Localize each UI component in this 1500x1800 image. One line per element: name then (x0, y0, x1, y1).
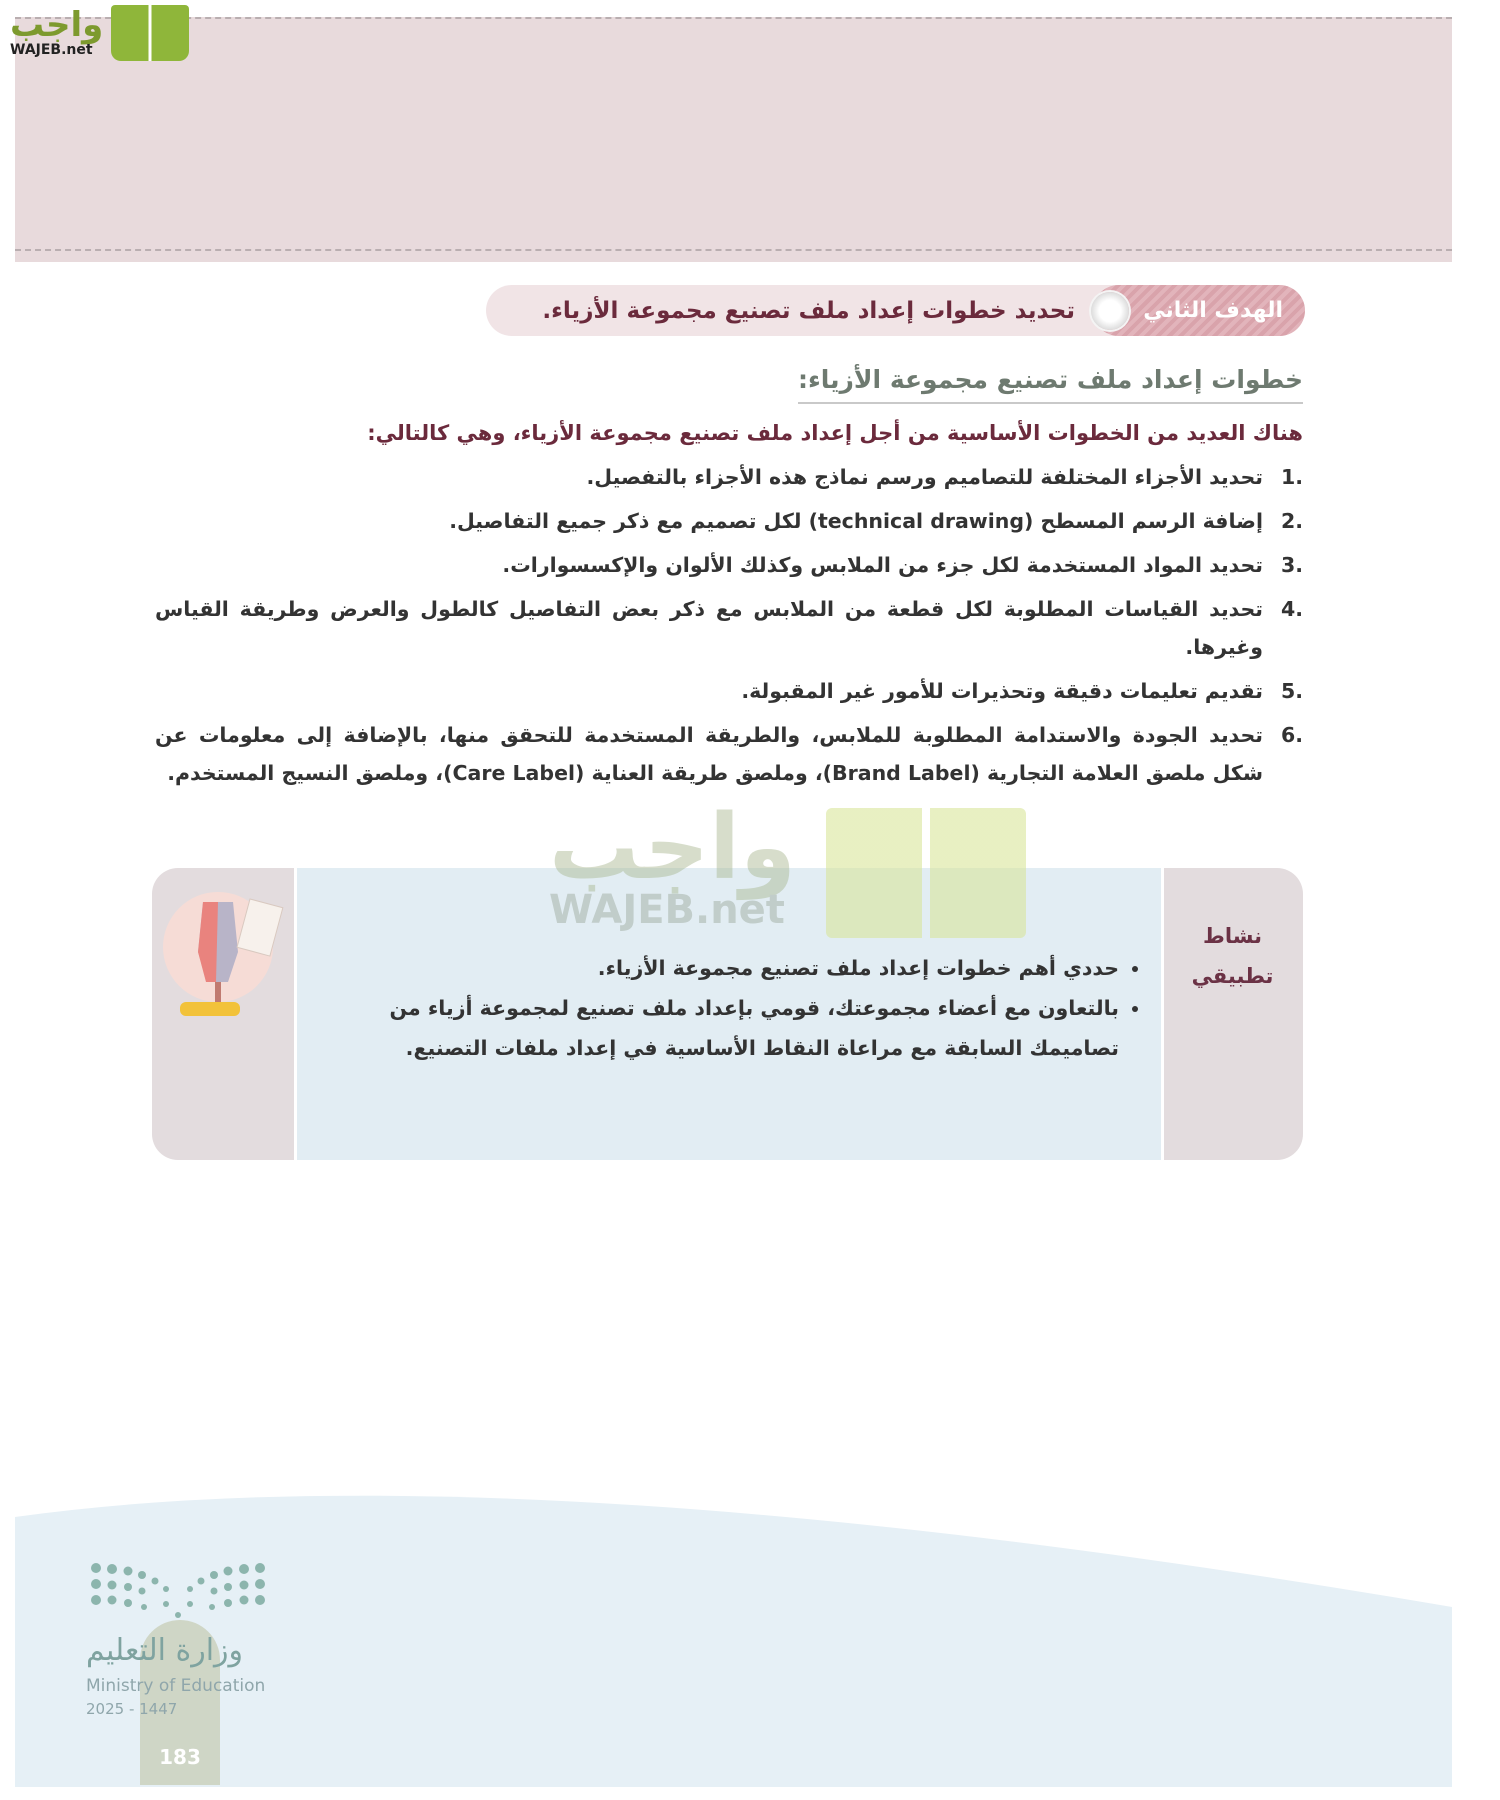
steps-list (152, 458, 1303, 798)
list-item (155, 590, 1303, 666)
goal-title: تحديد خطوات إعداد ملف تصنيع مجموعة الأزياء. (542, 297, 1075, 324)
item-text: تحديد الجودة والاستدامة المطلوبة للملابس، والطريقة المستخدمة للتحقق منها، بالإضافة إلى معلومات عن شكل ملصق العلامة التجارية (Brand Label)، وملصق طريقة العناية (Care Label)، وملصق النسيج المستخدم. (155, 723, 1263, 785)
intro-text: هناك العديد من الخطوات الأساسية من أجل إعداد ملف تصنيع مجموعة الأزياء، وهي كالتالي: (367, 421, 1303, 445)
goal-tag (1093, 285, 1305, 336)
item-number: .3 (1280, 553, 1303, 577)
item-number: .1 (1280, 465, 1303, 489)
watermark-arabic: واجب (549, 795, 796, 900)
edition-year: 2025 - 1447 (86, 1700, 178, 1718)
book-icon (111, 5, 189, 61)
item-number: .5 (1280, 679, 1303, 703)
ministry-logo-icon (88, 1560, 268, 1620)
main-content (152, 365, 1303, 1160)
list-item (155, 458, 1303, 496)
list-item (155, 716, 1303, 792)
list-item (155, 672, 1303, 710)
wajeb-logo[interactable] (10, 5, 189, 61)
watermark-english: WAJEB.net (549, 887, 785, 933)
ministry-name-arabic: وزارة التعليم (86, 1633, 244, 1668)
sewing-button-icon (1091, 292, 1129, 330)
goal-banner (486, 285, 1305, 336)
list-item (155, 546, 1303, 584)
logo-arabic: واجب (10, 5, 104, 45)
item-text: تحديد المواد المستخدمة لكل جزء من الملابس وكذلك الألوان والإكسسوارات. (502, 553, 1263, 577)
list-item (155, 502, 1303, 540)
item-text: تحديد الأجزاء المختلفة للتصاميم ورسم نماذج هذه الأجزاء بالتفصيل. (586, 465, 1263, 489)
item-number: .2 (1280, 509, 1303, 533)
activity-label-line2: تطبيقي (1191, 964, 1274, 988)
activity-bullet: • حددي أهم خطوات إعداد ملف تصنيع مجموعة الأزياء. (302, 948, 1119, 988)
page-number: 183 (159, 1745, 201, 1769)
item-number: .6 (1280, 723, 1303, 747)
logo-english: WAJEB.net (10, 42, 93, 58)
watermark (549, 795, 1026, 938)
activity-label (1162, 868, 1303, 996)
dashed-line (15, 249, 1452, 251)
activity-bullet: • بالتعاون مع أعضاء مجموعتك، قومي بإعداد ملف تصنيع لمجموعة أزياء من تصاميمك السابقة مع مراعاة النقاط الأساسية في إعداد ملفات التصنيع. (302, 988, 1119, 1068)
dashed-line (15, 17, 1452, 19)
goal-tag-label: الهدف الثاني (1143, 298, 1283, 323)
activity-list (302, 948, 1143, 1068)
watermark-book-icon (826, 808, 1026, 938)
activity-label-line1: نشاط (1203, 924, 1262, 948)
mannequin-icon (158, 882, 286, 1022)
section-heading: خطوات إعداد ملف تصنيع مجموعة الأزياء: (798, 365, 1303, 404)
header-band (15, 17, 1452, 262)
item-number: .4 (1280, 597, 1303, 621)
ministry-name-english: Ministry of Education (86, 1676, 266, 1696)
item-text: إضافة الرسم المسطح (technical drawing) لكل تصميم مع ذكر جميع التفاصيل. (449, 509, 1263, 533)
item-text: تحديد القياسات المطلوبة لكل قطعة من الملابس مع ذكر بعض التفاصيل كالطول والعرض وطريقة القياس وغيرها. (155, 597, 1263, 659)
item-text: تقديم تعليمات دقيقة وتحذيرات للأمور غير المقبولة. (741, 679, 1263, 703)
